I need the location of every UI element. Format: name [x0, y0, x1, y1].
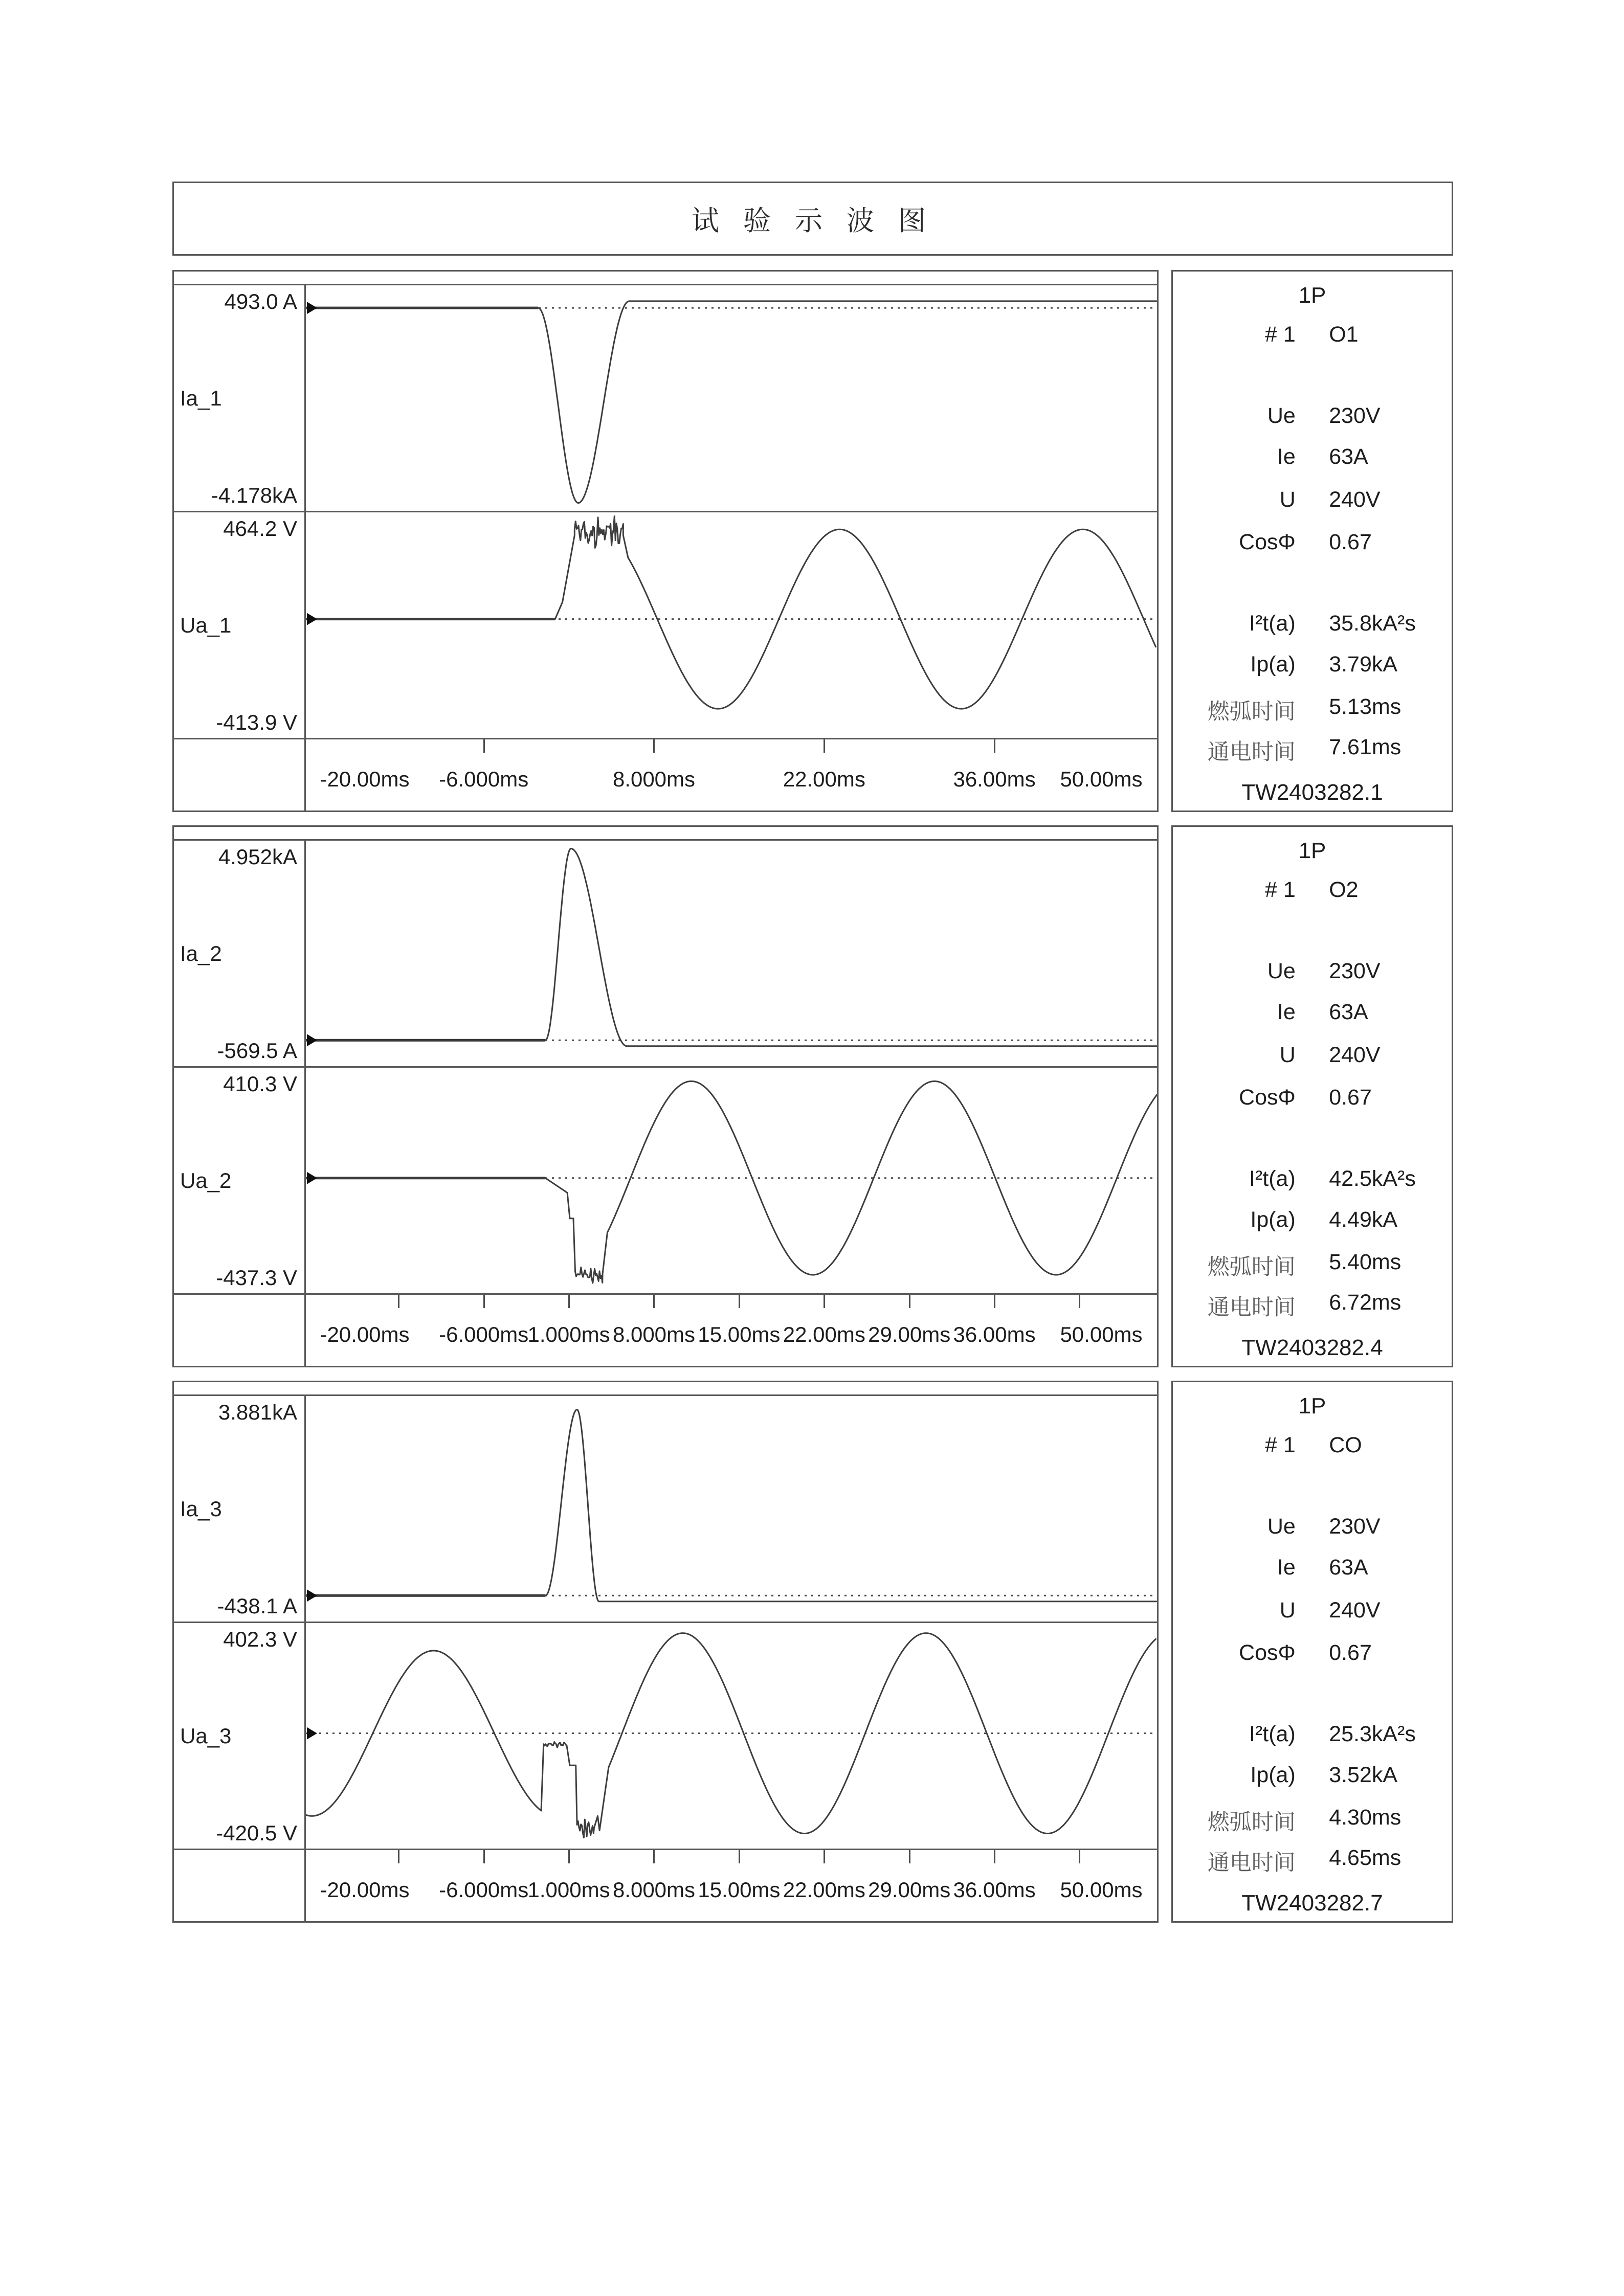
parameter-label: 通电时间: [1207, 1295, 1296, 1320]
parameter-row: [1173, 487, 1452, 513]
time-tick: [824, 739, 825, 753]
parameter-label: 燃弧时间: [1207, 1810, 1296, 1835]
time-tick: [1079, 1850, 1080, 1863]
current-subplot: [174, 841, 1157, 1068]
parameter-value: 63A: [1329, 1000, 1368, 1024]
time-tick-label: -20.00ms: [320, 767, 410, 791]
voltage-subplot: [174, 512, 1157, 739]
poles-label: 1P: [1298, 283, 1326, 308]
parameter-value: 4.30ms: [1329, 1805, 1401, 1830]
parameter-value: 3.52kA: [1329, 1763, 1398, 1787]
parameter-value: 230V: [1329, 403, 1381, 428]
parameter-value: 0.67: [1329, 530, 1372, 554]
y-max-label: 4.952kA: [218, 845, 297, 869]
parameter-row: [1173, 403, 1452, 429]
parameter-value: 240V: [1329, 1598, 1381, 1623]
y-max-label: 493.0 A: [224, 289, 297, 313]
test-report-number: TW2403282.7: [1241, 1890, 1383, 1916]
parameter-label: Ie: [1277, 1000, 1296, 1024]
parameter-row: [1173, 1763, 1452, 1788]
test-report-number: TW2403282.4: [1241, 1335, 1383, 1360]
parameter-panel-3: [1171, 1381, 1453, 1923]
voltage-waveform-plot: [306, 512, 1157, 738]
parameter-label: I²t(a): [1249, 1166, 1296, 1191]
time-tick-label: 22.00ms: [783, 767, 865, 791]
voltage-subplot: [174, 1068, 1157, 1295]
parameter-row: [1173, 1845, 1452, 1875]
parameter-label: 燃弧时间: [1207, 700, 1296, 724]
parameter-label: # 1: [1265, 1433, 1296, 1457]
time-tick-label: 8.000ms: [612, 1322, 696, 1346]
time-tick-label: 36.00ms: [953, 767, 1036, 791]
time-tick: [653, 1295, 655, 1308]
channel-label: Ia_1: [180, 386, 222, 410]
parameter-row: [1173, 1000, 1452, 1025]
poles-label: 1P: [1298, 1393, 1326, 1419]
parameter-value: 230V: [1329, 959, 1381, 983]
time-tick: [739, 1850, 740, 1863]
parameter-value: 35.8kA²s: [1329, 611, 1416, 636]
time-tick-label: 22.00ms: [783, 1322, 865, 1346]
parameter-value: 6.72ms: [1329, 1290, 1401, 1315]
parameter-label: CosΦ: [1239, 530, 1296, 554]
chart-header-strip: [174, 272, 1157, 285]
chart-area-3: [172, 1381, 1159, 1923]
parameter-value: 5.13ms: [1329, 694, 1401, 719]
parameter-label: Ie: [1277, 444, 1296, 469]
oscillogram-panel-2: [172, 825, 1453, 1367]
parameter-value: 7.61ms: [1329, 735, 1401, 759]
time-tick: [909, 1850, 910, 1863]
chart-header-strip: [174, 1382, 1157, 1396]
time-tick-label: 15.00ms: [698, 1878, 781, 1902]
parameter-row: [1173, 1166, 1452, 1192]
parameter-label: CosΦ: [1239, 1085, 1296, 1110]
parameter-row: [1173, 694, 1452, 724]
parameter-row: [1173, 530, 1452, 555]
parameter-row: [1173, 1207, 1452, 1233]
parameter-row: [1173, 959, 1452, 984]
y-max-label: 410.3 V: [223, 1072, 297, 1096]
voltage-waveform-plot: [306, 1068, 1157, 1293]
y-min-label: -569.5 A: [217, 1039, 297, 1063]
parameter-label: Ue: [1267, 403, 1296, 428]
current-subplot: [174, 1396, 1157, 1623]
time-tick-label: 50.00ms: [1060, 1322, 1143, 1346]
label-column: [174, 512, 306, 738]
parameter-label: I²t(a): [1249, 1722, 1296, 1746]
parameter-label: 燃弧时间: [1207, 1255, 1296, 1279]
parameter-row: [1173, 1640, 1452, 1666]
parameter-row: [1173, 611, 1452, 637]
time-tick-label: -20.00ms: [320, 1878, 410, 1902]
parameter-panel-1: [1171, 270, 1453, 812]
time-tick: [483, 1850, 485, 1863]
parameter-label: # 1: [1265, 322, 1296, 347]
parameter-value: CO: [1329, 1433, 1362, 1457]
y-max-label: 464.2 V: [223, 516, 297, 541]
time-tick: [994, 739, 995, 753]
parameter-label: Ue: [1267, 1514, 1296, 1539]
parameter-label: 通电时间: [1207, 740, 1296, 764]
y-min-label: -437.3 V: [216, 1266, 297, 1290]
parameter-label: U: [1279, 487, 1296, 512]
time-tick: [568, 1295, 570, 1308]
time-tick-label: 29.00ms: [868, 1322, 951, 1346]
y-min-label: -420.5 V: [216, 1821, 297, 1845]
voltage-subplot: [174, 1623, 1157, 1850]
parameter-value: O1: [1329, 322, 1359, 347]
label-column: [174, 285, 306, 511]
time-tick: [1079, 1295, 1080, 1308]
channel-label: Ua_2: [180, 1168, 232, 1192]
poles-label: 1P: [1298, 838, 1326, 863]
oscillogram-panel-3: [172, 1381, 1453, 1923]
chart-area-1: [172, 270, 1159, 812]
time-tick: [739, 1295, 740, 1308]
parameter-row: [1173, 1250, 1452, 1279]
time-tick: [483, 1295, 485, 1308]
parameter-row: [1173, 1722, 1452, 1747]
oscillogram-panel-1: [172, 270, 1453, 812]
label-column: [174, 1396, 306, 1622]
parameter-value: 63A: [1329, 444, 1368, 469]
parameter-value: O2: [1329, 877, 1359, 902]
time-tick-label: 50.00ms: [1060, 767, 1143, 791]
y-min-label: -4.178kA: [211, 483, 297, 507]
parameter-row: [1173, 652, 1452, 678]
test-report-number: TW2403282.1: [1241, 780, 1383, 805]
time-tick-label: 22.00ms: [783, 1878, 865, 1902]
time-tick: [653, 1850, 655, 1863]
time-tick-label: 29.00ms: [868, 1878, 951, 1902]
label-column: [174, 1068, 306, 1293]
current-subplot: [174, 285, 1157, 512]
parameter-label: U: [1279, 1043, 1296, 1067]
title-box: [172, 182, 1453, 256]
parameter-row: [1173, 877, 1452, 903]
y-min-label: -413.9 V: [216, 710, 297, 734]
time-tick: [824, 1850, 825, 1863]
label-column: [174, 1623, 306, 1849]
time-tick-label: -6.000ms: [439, 767, 529, 791]
time-tick-label: 1.000ms: [527, 1322, 610, 1346]
parameter-value: 25.3kA²s: [1329, 1722, 1416, 1746]
time-tick-label: -6.000ms: [439, 1878, 529, 1902]
parameter-value: 3.79kA: [1329, 652, 1398, 677]
channel-label: Ia_3: [180, 1496, 222, 1521]
time-tick: [568, 1850, 570, 1863]
parameter-label: # 1: [1265, 877, 1296, 902]
parameter-value: 4.49kA: [1329, 1207, 1398, 1232]
parameter-value: 4.65ms: [1329, 1845, 1401, 1870]
voltage-waveform-plot: [306, 1623, 1157, 1849]
time-tick-label: 1.000ms: [527, 1878, 610, 1902]
parameter-row: [1173, 1290, 1452, 1320]
parameter-value: 63A: [1329, 1555, 1368, 1580]
time-tick-label: 8.000ms: [612, 1878, 696, 1902]
parameter-label: Ue: [1267, 959, 1296, 983]
time-tick: [909, 1295, 910, 1308]
parameter-value: 0.67: [1329, 1640, 1372, 1665]
parameter-row: [1173, 1085, 1452, 1111]
parameter-row: [1173, 1598, 1452, 1624]
current-waveform-plot: [306, 285, 1157, 511]
time-tick: [994, 1850, 995, 1863]
parameter-label: Ip(a): [1250, 1763, 1296, 1787]
parameter-label: Ip(a): [1250, 652, 1296, 677]
parameter-row: [1173, 735, 1452, 764]
time-tick: [398, 1850, 399, 1863]
time-axis: [174, 1295, 1157, 1366]
parameter-row: [1173, 1555, 1452, 1581]
parameter-value: 42.5kA²s: [1329, 1166, 1416, 1191]
y-min-label: -438.1 A: [217, 1594, 297, 1618]
current-waveform-plot: [306, 841, 1157, 1066]
parameter-label: U: [1279, 1598, 1296, 1623]
page-title: 试 验 示 波 图: [691, 206, 934, 236]
parameter-value: 240V: [1329, 487, 1381, 512]
parameter-row: [1173, 322, 1452, 348]
parameter-label: 通电时间: [1207, 1851, 1296, 1875]
parameter-label: Ie: [1277, 1555, 1296, 1580]
y-max-label: 3.881kA: [218, 1400, 297, 1424]
time-tick: [653, 739, 655, 753]
parameter-value: 0.67: [1329, 1085, 1372, 1110]
parameter-value: 240V: [1329, 1043, 1381, 1067]
time-tick: [994, 1295, 995, 1308]
parameter-label: I²t(a): [1249, 611, 1296, 636]
time-tick: [824, 1295, 825, 1308]
time-tick-label: 15.00ms: [698, 1322, 781, 1346]
channel-label: Ua_3: [180, 1723, 232, 1748]
time-tick-label: 50.00ms: [1060, 1878, 1143, 1902]
parameter-row: [1173, 444, 1452, 470]
parameter-panel-2: [1171, 825, 1453, 1367]
parameter-value: 230V: [1329, 1514, 1381, 1539]
parameter-label: CosΦ: [1239, 1640, 1296, 1665]
parameter-label: Ip(a): [1250, 1207, 1296, 1232]
current-waveform-plot: [306, 1396, 1157, 1622]
parameter-row: [1173, 1043, 1452, 1068]
chart-header-strip: [174, 827, 1157, 841]
time-tick-label: 8.000ms: [612, 767, 696, 791]
time-tick-label: 36.00ms: [953, 1878, 1036, 1902]
time-axis: [174, 1850, 1157, 1921]
parameter-row: [1173, 1514, 1452, 1540]
channel-label: Ua_1: [180, 613, 232, 637]
parameter-value: 5.40ms: [1329, 1250, 1401, 1274]
time-tick: [398, 1295, 399, 1308]
time-tick-label: -20.00ms: [320, 1322, 410, 1346]
label-column: [174, 841, 306, 1066]
parameter-row: [1173, 1805, 1452, 1835]
chart-area-2: [172, 825, 1159, 1367]
time-axis: [174, 739, 1157, 811]
time-tick: [483, 739, 485, 753]
time-tick-label: 36.00ms: [953, 1322, 1036, 1346]
time-tick-label: -6.000ms: [439, 1322, 529, 1346]
channel-label: Ia_2: [180, 941, 222, 965]
parameter-row: [1173, 1433, 1452, 1458]
y-max-label: 402.3 V: [223, 1627, 297, 1651]
